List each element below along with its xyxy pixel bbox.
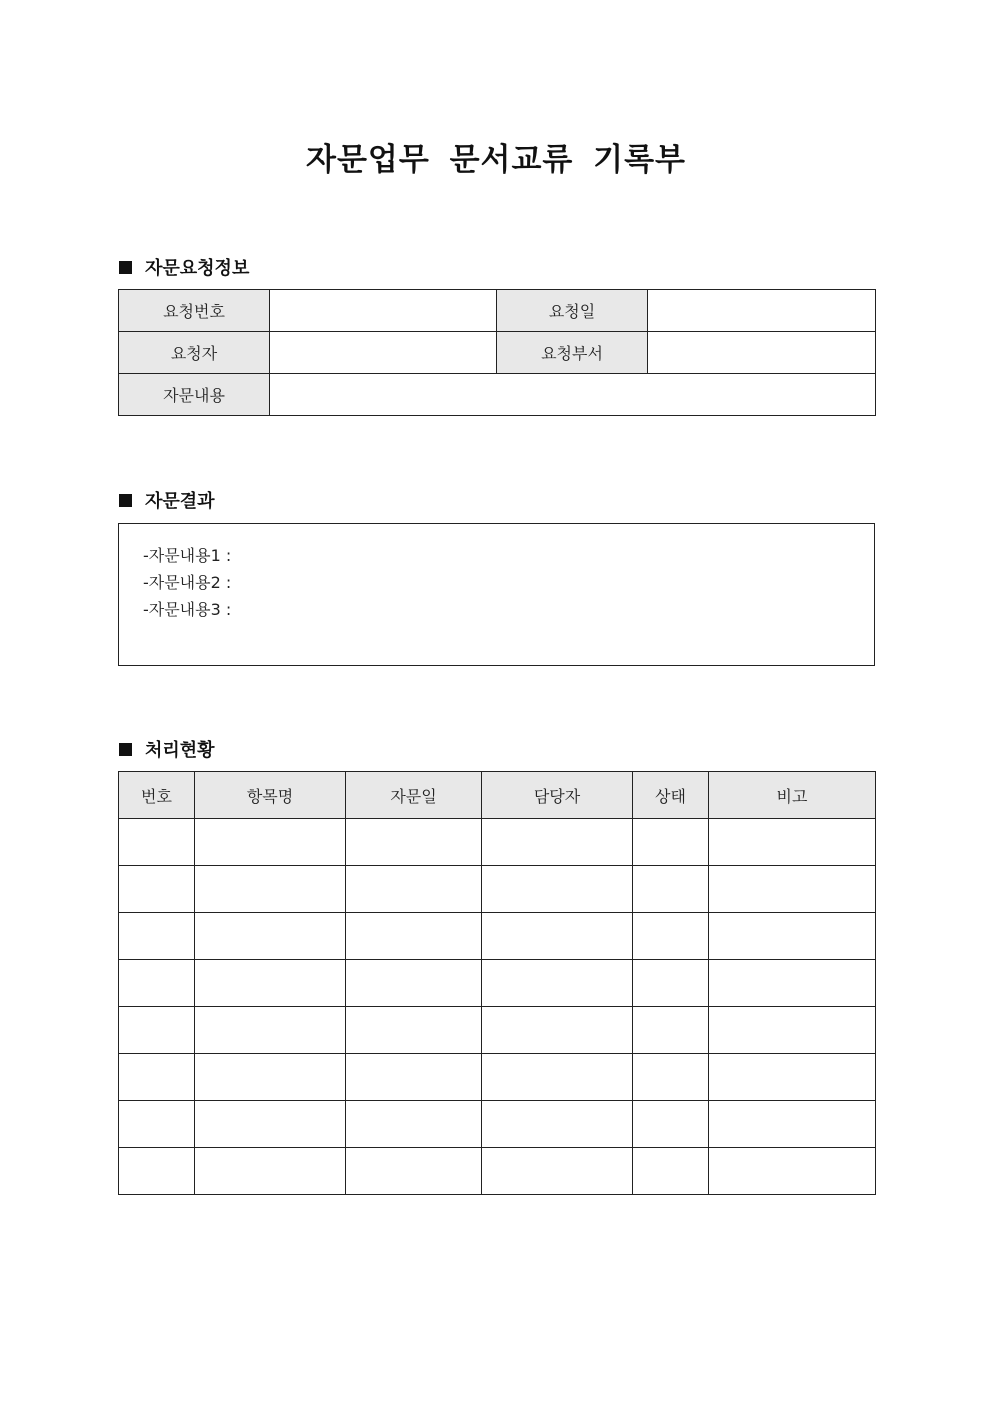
table-row xyxy=(119,1054,876,1101)
table-cell[interactable] xyxy=(119,960,195,1007)
column-header-state: 상태 xyxy=(633,772,709,819)
table-cell[interactable] xyxy=(633,1054,709,1101)
requester-field[interactable] xyxy=(270,332,497,374)
table-cell[interactable] xyxy=(195,960,346,1007)
section-heading-label: 자문결과 xyxy=(145,491,215,512)
table-row xyxy=(119,374,876,416)
table-cell[interactable] xyxy=(633,1007,709,1054)
table-cell[interactable] xyxy=(119,1007,195,1054)
section-heading-label: 처리현황 xyxy=(145,740,215,761)
table-cell[interactable] xyxy=(119,1054,195,1101)
table-cell[interactable] xyxy=(119,1148,195,1195)
table-cell[interactable] xyxy=(195,866,346,913)
content-label: 자문내용 xyxy=(119,374,270,416)
requester-label: 요청자 xyxy=(119,332,270,374)
table-row xyxy=(119,1148,876,1195)
table-cell[interactable] xyxy=(195,1054,346,1101)
table-cell[interactable] xyxy=(482,866,633,913)
table-row xyxy=(119,332,876,374)
table-row xyxy=(119,290,876,332)
column-header-item-name: 항목명 xyxy=(195,772,346,819)
table-row xyxy=(119,913,876,960)
table-cell[interactable] xyxy=(633,1148,709,1195)
table-cell[interactable] xyxy=(482,1148,633,1195)
column-header-consult-date: 자문일 xyxy=(346,772,482,819)
table-cell[interactable] xyxy=(482,913,633,960)
table-cell[interactable] xyxy=(482,1054,633,1101)
section-heading-label: 자문요청정보 xyxy=(145,258,250,279)
result-line: -자문내용3 : xyxy=(143,600,232,619)
table-cell[interactable] xyxy=(346,1054,482,1101)
table-row xyxy=(119,819,876,866)
table-cell[interactable] xyxy=(709,1054,876,1101)
table-cell[interactable] xyxy=(709,819,876,866)
table-cell[interactable] xyxy=(709,913,876,960)
table-cell[interactable] xyxy=(709,866,876,913)
column-header-manager: 담당자 xyxy=(482,772,633,819)
table-cell[interactable] xyxy=(709,1007,876,1054)
table-cell[interactable] xyxy=(709,960,876,1007)
page-title: 자문업무 문서교류 기록부 xyxy=(306,142,686,178)
table-cell[interactable] xyxy=(633,1101,709,1148)
table-cell[interactable] xyxy=(195,819,346,866)
table-cell[interactable] xyxy=(119,1101,195,1148)
table-cell[interactable] xyxy=(195,1101,346,1148)
square-bullet-icon xyxy=(119,743,132,756)
table-cell[interactable] xyxy=(482,960,633,1007)
result-line: -자문내용1 : xyxy=(143,546,232,565)
section-heading-request-info xyxy=(119,254,249,280)
table-cell[interactable] xyxy=(346,1148,482,1195)
request-no-label: 요청번호 xyxy=(119,290,270,332)
table-cell[interactable] xyxy=(633,819,709,866)
table-cell[interactable] xyxy=(119,866,195,913)
status-table xyxy=(118,771,876,1195)
table-row xyxy=(119,1101,876,1148)
column-header-remarks: 비고 xyxy=(709,772,876,819)
column-header-number: 번호 xyxy=(119,772,195,819)
table-cell[interactable] xyxy=(482,819,633,866)
table-cell[interactable] xyxy=(195,1007,346,1054)
square-bullet-icon xyxy=(119,494,132,507)
table-row xyxy=(119,960,876,1007)
request-date-field[interactable] xyxy=(648,290,876,332)
table-cell[interactable] xyxy=(119,913,195,960)
table-cell[interactable] xyxy=(709,1148,876,1195)
table-cell[interactable] xyxy=(482,1007,633,1054)
table-cell[interactable] xyxy=(482,1101,633,1148)
result-list xyxy=(143,542,231,623)
table-cell[interactable] xyxy=(709,1101,876,1148)
table-cell[interactable] xyxy=(633,960,709,1007)
request-no-field[interactable] xyxy=(270,290,497,332)
table-cell[interactable] xyxy=(346,960,482,1007)
table-cell[interactable] xyxy=(633,866,709,913)
table-cell[interactable] xyxy=(346,819,482,866)
table-cell[interactable] xyxy=(195,1148,346,1195)
request-info-table xyxy=(118,289,876,416)
table-cell[interactable] xyxy=(346,1007,482,1054)
result-line: -자문내용2 : xyxy=(143,573,232,592)
request-dept-label: 요청부서 xyxy=(497,332,648,374)
section-heading-result xyxy=(119,487,215,513)
table-cell[interactable] xyxy=(346,913,482,960)
section-heading-status xyxy=(119,736,215,762)
result-box[interactable] xyxy=(118,523,875,666)
table-cell[interactable] xyxy=(119,819,195,866)
square-bullet-icon xyxy=(119,261,132,274)
content-field[interactable] xyxy=(270,374,876,416)
table-header-row xyxy=(119,772,876,819)
table-cell[interactable] xyxy=(346,1101,482,1148)
table-row xyxy=(119,866,876,913)
table-cell[interactable] xyxy=(346,866,482,913)
table-row xyxy=(119,1007,876,1054)
table-cell[interactable] xyxy=(633,913,709,960)
table-cell[interactable] xyxy=(195,913,346,960)
request-date-label: 요청일 xyxy=(497,290,648,332)
request-dept-field[interactable] xyxy=(648,332,876,374)
